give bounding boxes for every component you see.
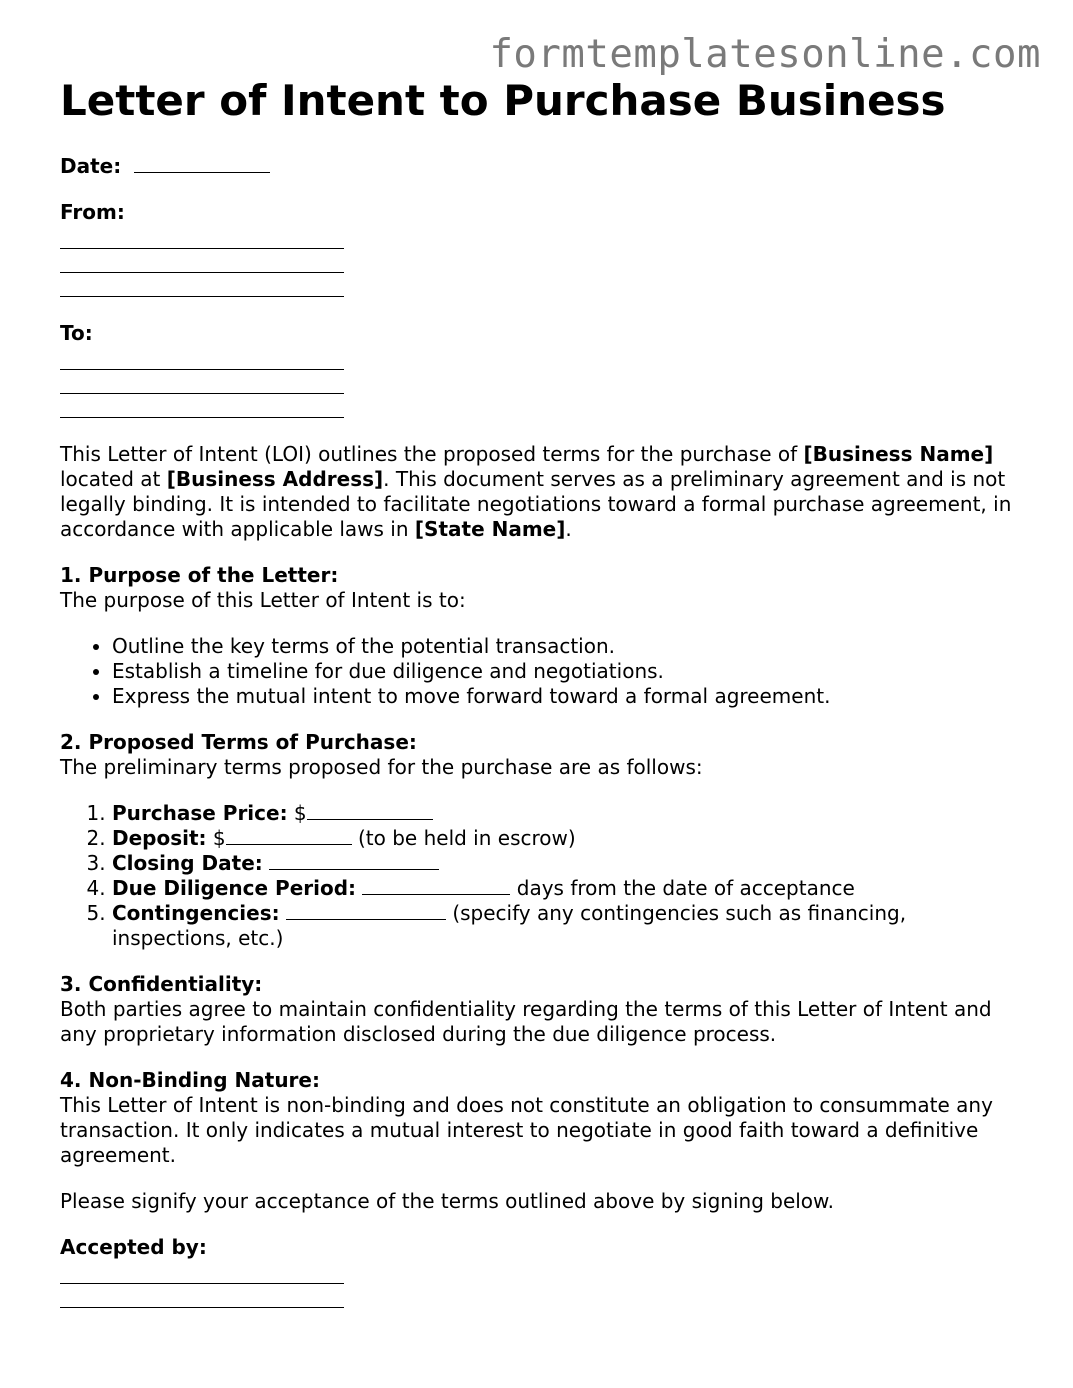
terms-list [60, 801, 1020, 951]
to-address-line[interactable] [60, 394, 344, 418]
date-field[interactable] [134, 155, 270, 173]
term-label: Deposit: [112, 826, 207, 850]
list-item [112, 901, 1020, 951]
business-address-placeholder: [Business Address] [166, 467, 384, 491]
contingencies-field[interactable] [286, 902, 446, 920]
to-address-line[interactable] [60, 346, 344, 370]
intro-text: This Letter of Intent (LOI) outlines the proposed terms for the purchase of [60, 442, 804, 466]
term-suffix: (to be held in escrow) [351, 826, 576, 850]
intro-text: . [565, 517, 572, 541]
list-item: • Outline the key terms of the potential transaction. [112, 634, 1020, 659]
intro-paragraph [60, 442, 1020, 542]
section4-heading: 4. Non-Binding Nature: [60, 1068, 320, 1092]
section2-text: The preliminary terms proposed for the purchase are as follows: [60, 755, 703, 779]
to-address-block [60, 346, 1020, 418]
from-label: From: [60, 200, 125, 224]
from-address-block [60, 225, 1020, 297]
date-row [60, 154, 1020, 179]
accepted-by-label: Accepted by: [60, 1235, 207, 1259]
to-address-line[interactable] [60, 370, 344, 394]
signature-line[interactable] [60, 1284, 344, 1308]
signature-line[interactable] [60, 1260, 344, 1284]
to-label: To: [60, 321, 93, 345]
list-item [112, 851, 1020, 876]
intro-text: located at [60, 467, 167, 491]
from-address-line[interactable] [60, 273, 344, 297]
term-suffix: days from the date of acceptance [510, 876, 855, 900]
page-title: Letter of Intent to Purchase Business [60, 76, 946, 125]
term-prefix: $ [287, 801, 307, 825]
term-suffix: (specify any contingencies such as financing, inspections, etc.) [112, 901, 907, 950]
list-item [112, 876, 1020, 901]
purpose-list [60, 634, 1020, 709]
from-address-line[interactable] [60, 249, 344, 273]
list-item [112, 826, 1020, 851]
purchase-price-field[interactable] [307, 802, 433, 820]
business-name-placeholder: [Business Name] [803, 442, 994, 466]
acceptance-text: Please signify your acceptance of the terms outlined above by signing below. [60, 1189, 834, 1213]
term-label: Due Diligence Period: [112, 876, 357, 900]
deposit-field[interactable] [226, 827, 352, 845]
section4-text: This Letter of Intent is non-binding and does not constitute an obligation to consummate any transaction. It only indicates a mutual interest to negotiate in good faith toward a definitive agreement. [60, 1093, 993, 1167]
term-label: Contingencies: [112, 901, 280, 925]
from-address-line[interactable] [60, 225, 344, 249]
signature-block [60, 1260, 1020, 1308]
section2-heading: 2. Proposed Terms of Purchase: [60, 730, 417, 754]
section3-heading: 3. Confidentiality: [60, 972, 263, 996]
due-diligence-field[interactable] [362, 877, 510, 895]
term-prefix: $ [206, 826, 226, 850]
section1-text: The purpose of this Letter of Intent is to: [60, 588, 466, 612]
term-label: Purchase Price: [112, 801, 288, 825]
letter-document [60, 76, 1020, 1308]
state-name-placeholder: [State Name] [414, 517, 566, 541]
list-item [112, 801, 1020, 826]
section3-text: Both parties agree to maintain confidentiality regarding the terms of this Letter of Intent and any proprietary information disclosed during the due diligence process. [60, 997, 992, 1046]
watermark: formtemplatesonline.com [489, 32, 1041, 77]
closing-date-field[interactable] [269, 852, 439, 870]
list-item: • Establish a timeline for due diligence and negotiations. [112, 659, 1020, 684]
section1-heading: 1. Purpose of the Letter: [60, 563, 339, 587]
date-label: Date: [60, 154, 122, 178]
intro-text: . This document serves as a preliminary agreement and is not legally binding. It is intended to facilitate negotiations toward a formal purchase agreement, in accordance with applicable laws in [60, 467, 1012, 541]
list-item: • Express the mutual intent to move forward toward a formal agreement. [112, 684, 1020, 709]
term-label: Closing Date: [112, 851, 263, 875]
